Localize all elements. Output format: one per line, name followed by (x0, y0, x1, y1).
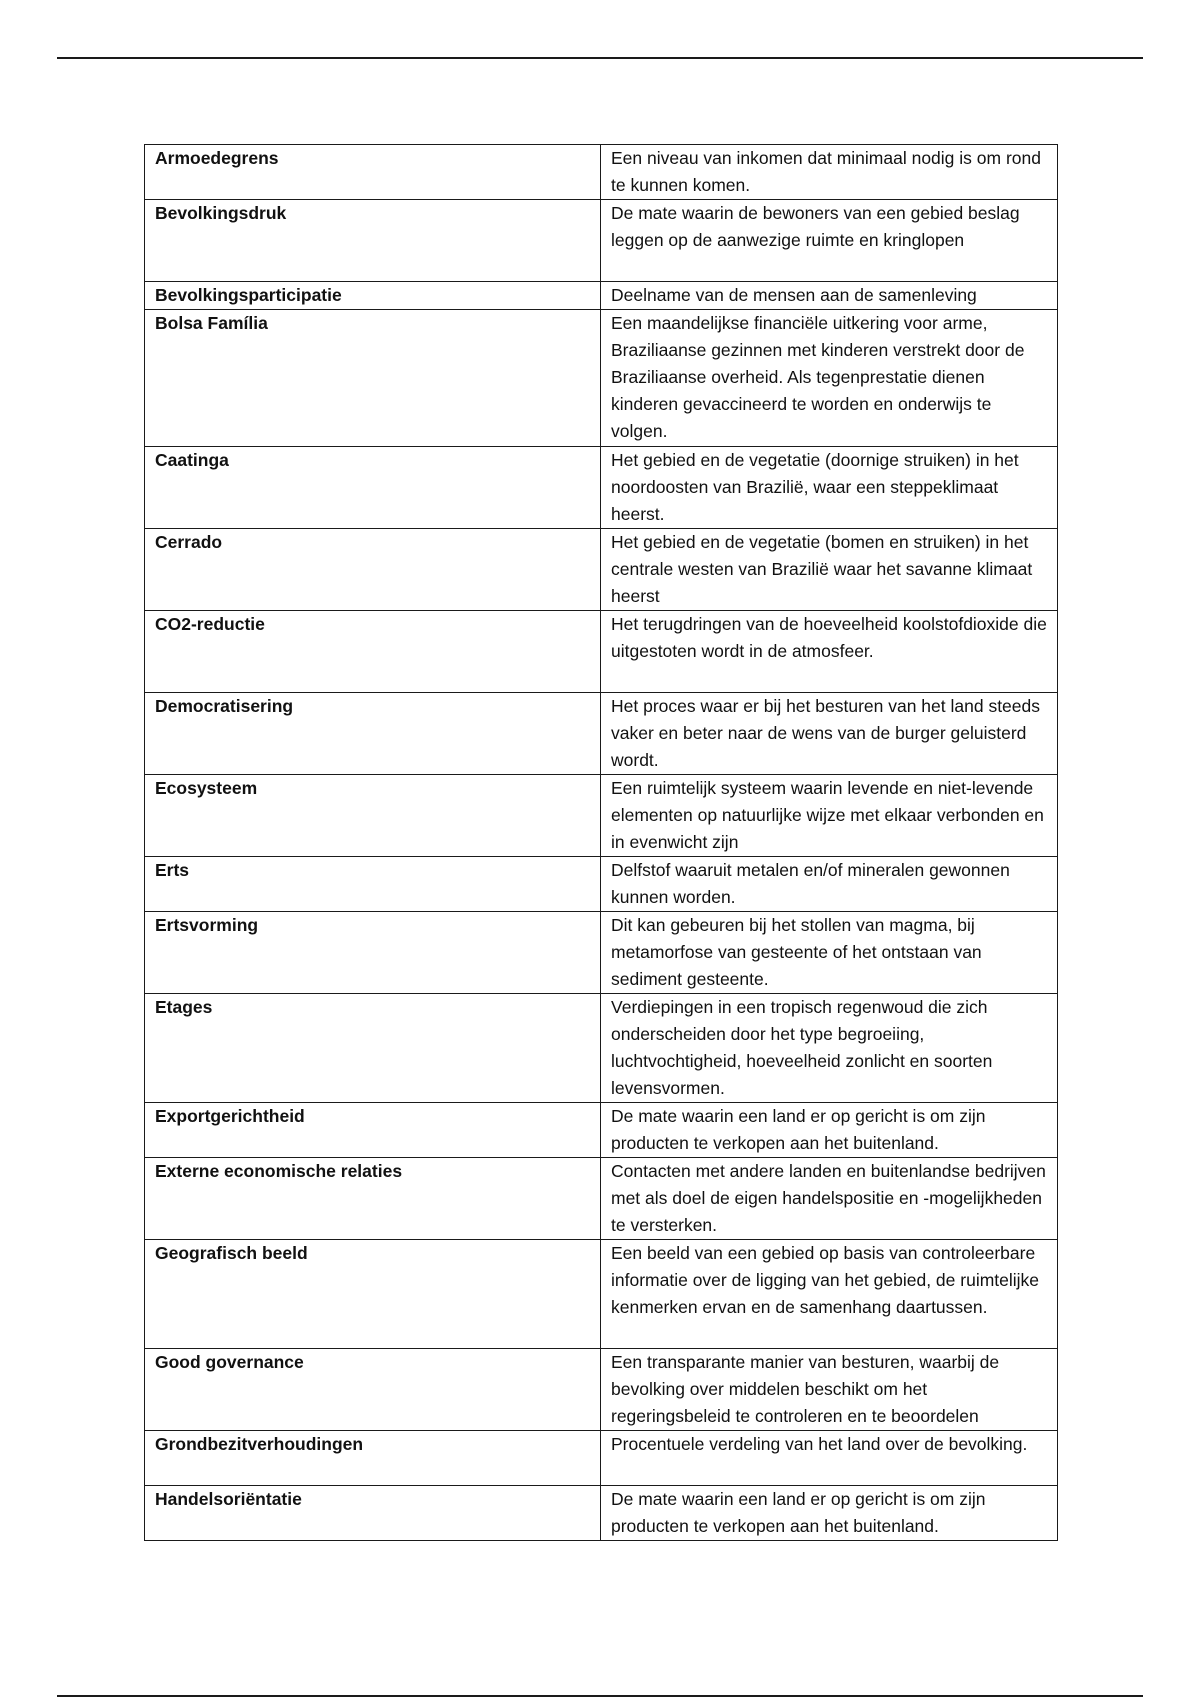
table-row (145, 282, 1058, 310)
term-cell: Good governance (145, 1349, 601, 1431)
definition-cell: Een beeld van een gebied op basis van controleerbare informatie over de ligging van het gebied, de ruimtelijke kenmerken ervan en de samenhang daartussen. (601, 1240, 1058, 1349)
term-cell: Democratisering (145, 693, 601, 775)
definition-cell: Het terugdringen van de hoeveelheid koolstofdioxide die uitgestoten wordt in de atmosfeer. (601, 611, 1058, 693)
table-row (145, 1158, 1058, 1240)
table-row (145, 145, 1058, 200)
definition-cell: De mate waarin de bewoners van een gebied beslag leggen op de aanwezige ruimte en kringlopen (601, 200, 1058, 282)
term-cell: Ecosysteem (145, 775, 601, 857)
table-row (145, 1103, 1058, 1158)
term-cell: Caatinga (145, 447, 601, 529)
table-row (145, 200, 1058, 282)
term-cell: Bevolkingsdruk (145, 200, 601, 282)
definition-cell: Het gebied en de vegetatie (bomen en struiken) in het centrale westen van Brazilië waar het savanne klimaat heerst (601, 529, 1058, 611)
term-cell: Exportgerichtheid (145, 1103, 601, 1158)
table-row (145, 775, 1058, 857)
term-cell: Armoedegrens (145, 145, 601, 200)
definition-cell: De mate waarin een land er op gericht is om zijn producten te verkopen aan het buitenland. (601, 1103, 1058, 1158)
table-row (145, 1486, 1058, 1541)
term-cell: Ertsvorming (145, 912, 601, 994)
definition-cell: Een transparante manier van besturen, waarbij de bevolking over middelen beschikt om het regeringsbeleid te controleren en te beoordelen (601, 1349, 1058, 1431)
definition-cell: Het proces waar er bij het besturen van het land steeds vaker en beter naar de wens van de burger geluisterd wordt. (601, 693, 1058, 775)
table-row (145, 693, 1058, 775)
term-cell: Geografisch beeld (145, 1240, 601, 1349)
term-cell: Cerrado (145, 529, 601, 611)
table-row (145, 529, 1058, 611)
table-row (145, 310, 1058, 447)
term-cell: Bolsa Família (145, 310, 601, 447)
definition-cell: Delfstof waaruit metalen en/of mineralen gewonnen kunnen worden. (601, 857, 1058, 912)
table-row (145, 1431, 1058, 1486)
table-row (145, 1240, 1058, 1349)
term-cell: Bevolkingsparticipatie (145, 282, 601, 310)
table-row (145, 611, 1058, 693)
definition-cell: Een niveau van inkomen dat minimaal nodig is om rond te kunnen komen. (601, 145, 1058, 200)
term-cell: Grondbezitverhoudingen (145, 1431, 601, 1486)
glossary-table (144, 144, 1058, 1541)
definition-cell: Verdiepingen in een tropisch regenwoud die zich onderscheiden door het type begroeiing, luchtvochtigheid, hoeveelheid zonlicht en soorten levensvormen. (601, 994, 1058, 1103)
definition-cell: Een ruimtelijk systeem waarin levende en niet-levende elementen op natuurlijke wijze met elkaar verbonden en in evenwicht zijn (601, 775, 1058, 857)
definition-cell: Het gebied en de vegetatie (doornige struiken) in het noordoosten van Brazilië, waar een steppeklimaat heerst. (601, 447, 1058, 529)
header-rule (57, 57, 1143, 59)
definition-cell: Deelname van de mensen aan de samenleving (601, 282, 1058, 310)
definition-cell: De mate waarin een land er op gericht is om zijn producten te verkopen aan het buitenland. (601, 1486, 1058, 1541)
term-cell: Externe economische relaties (145, 1158, 601, 1240)
table-row (145, 1349, 1058, 1431)
definition-cell: Een maandelijkse financiële uitkering voor arme, Braziliaanse gezinnen met kinderen verstrekt door de Braziliaanse overheid. Als tegenprestatie dienen kinderen gevaccineerd te worden en onderwijs te volgen. (601, 310, 1058, 447)
table-row (145, 994, 1058, 1103)
table-row (145, 857, 1058, 912)
definition-cell: Procentuele verdeling van het land over de bevolking. (601, 1431, 1058, 1486)
definition-cell: Dit kan gebeuren bij het stollen van magma, bij metamorfose van gesteente of het ontstaan van sediment gesteente. (601, 912, 1058, 994)
term-cell: Etages (145, 994, 601, 1103)
table-row (145, 447, 1058, 529)
definition-cell: Contacten met andere landen en buitenlandse bedrijven met als doel de eigen handelspositie en -mogelijkheden te versterken. (601, 1158, 1058, 1240)
footer-rule (57, 1695, 1143, 1697)
term-cell: CO2-reductie (145, 611, 601, 693)
table-row (145, 912, 1058, 994)
term-cell: Erts (145, 857, 601, 912)
glossary-table-body (145, 145, 1058, 1541)
term-cell: Handelsoriëntatie (145, 1486, 601, 1541)
